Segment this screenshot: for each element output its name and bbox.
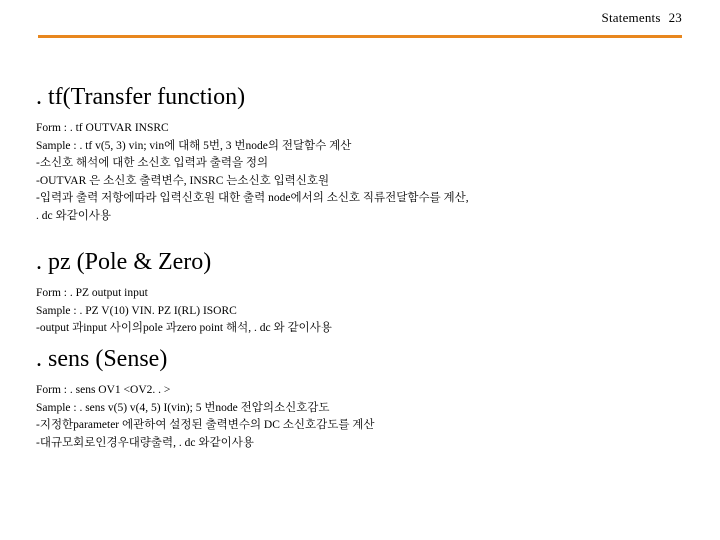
section-heading: . pz (Pole & Zero) [36,249,212,275]
header-rule [38,35,682,38]
header-title: Statements [601,10,661,25]
section-tf [36,83,469,225]
slide-header [602,10,682,26]
section-line: -소신호 해석에 대한 소신호 입력과 출력을 정의 [36,157,269,169]
section-line: Form : . sens OV1 <OV2. . > [36,384,171,396]
section-line: -입력과 출력 저항에따라 입력신호원 대한 출력 node에서의 소신호 직류전달함수를 계산, [36,192,469,204]
section-line: -지정한parameter 에관하여 설정된 출력변수의 DC 소신호감도를 계산 [36,419,375,431]
section-sens [36,345,375,452]
section-line: Sample : . sens v(5) v(4, 5) I(vin); 5 번node 전압의소신호감도 [36,401,330,414]
section-line: Sample : . tf v(5, 3) vin; vin에 대해 5번, 3 번node의 전달함수 계산 [36,139,352,152]
section-line: -OUTVAR 은 소신호 출력변수, INSRC 는소신호 입력신호원 [36,174,330,187]
section-line: Sample : . PZ V(10) VIN. PZ I(RL) ISORC [36,304,237,317]
section-line: Form : . tf OUTVAR INSRC [36,122,169,134]
section-line: -대규모회로인경우대량출력, . dc 와같이사용 [36,436,254,449]
section-line: . dc 와같이사용 [36,209,112,222]
section-line: -output 과input 사이의pole 과zero point 해석, . dc 와 같이사용 [36,322,332,334]
section-heading: . tf(Transfer function) [36,84,246,110]
section-heading: . sens (Sense) [36,346,168,372]
section-line: Form : . PZ output input [36,287,148,299]
page-number: 23 [668,10,682,25]
section-pz [36,248,332,338]
